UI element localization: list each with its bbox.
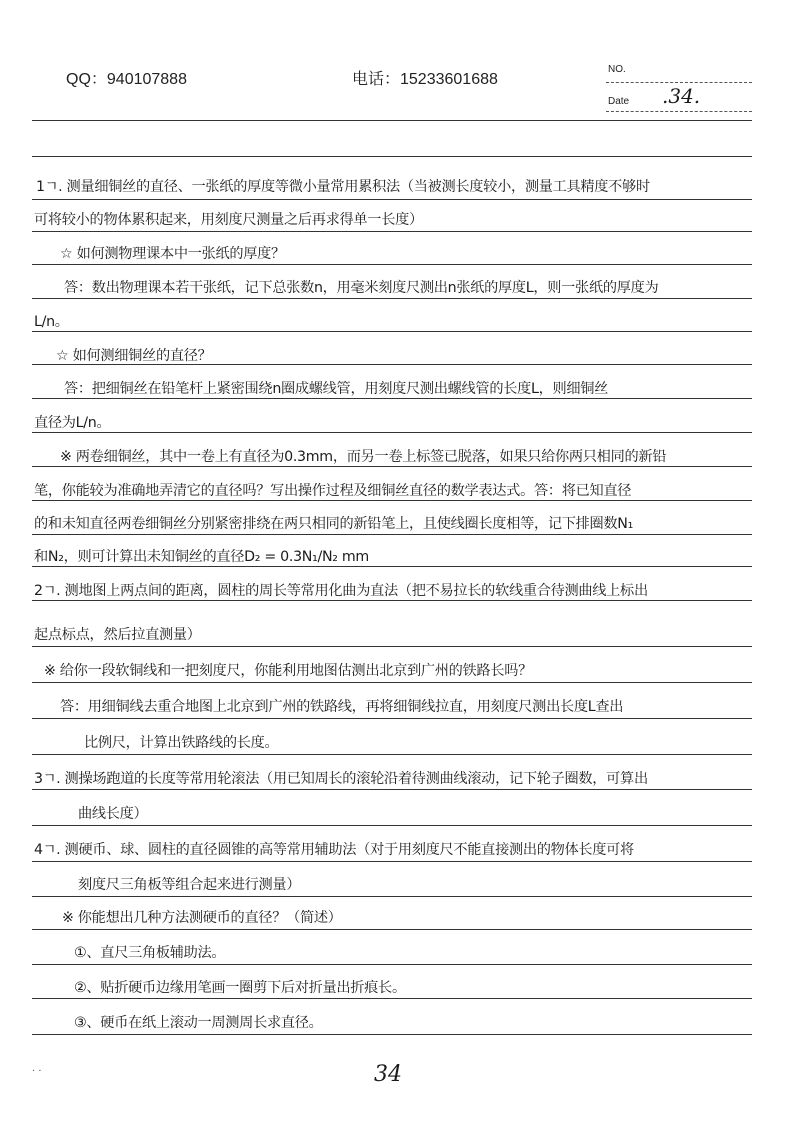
- ruled-line: [32, 231, 752, 232]
- question-paper-thickness: ☆ 如何测物理课本中一张纸的厚度？: [60, 246, 285, 262]
- list-item: ③、硬币在纸上滚动一周测周长求直径。: [74, 1015, 323, 1031]
- ruled-line: [32, 600, 752, 601]
- ruled-line: [32, 998, 752, 999]
- no-label: NO.: [608, 64, 626, 75]
- ruled-line: [32, 825, 752, 826]
- question-two-wires: ※ 两卷细铜丝，其中一卷上有直径为0.3mm，而另一卷上标签已脱落，如果只给你两只相同的新铅: [60, 449, 667, 465]
- ruled-line: [32, 861, 752, 862]
- no-dashed-line: [606, 82, 752, 83]
- ruled-line: [32, 156, 752, 157]
- note-line: 的和未知直径两卷细铜丝分别紧密排绕在两只相同的新铅笔上，且使线圈长度相等，记下排圈数N₁: [34, 516, 633, 532]
- phone-contact: 电话：15233601688: [352, 71, 498, 88]
- answer-line: 答：数出物理课本若干张纸，记下总张数n，用毫米刻度尺测出n张纸的厚度L，则一张纸的厚度为: [64, 280, 659, 296]
- note-line: 比例尺，计算出铁路线的长度。: [84, 735, 279, 751]
- ruled-line: [32, 534, 752, 535]
- ruled-line: [32, 896, 752, 897]
- question-wire-diameter: ☆ 如何测细铜丝的直径？: [56, 348, 212, 364]
- note-line: 可将较小的物体累积起来，用刻度尺测量之后再求得单一长度）: [34, 212, 423, 228]
- corner-mark: · ·: [32, 1066, 42, 1077]
- note-line-method-2: 2ㄱ. 测地图上两点间的距离，圆柱的周长等常用化曲为直法（把不易拉长的软线重合待测曲线上标出: [34, 583, 648, 599]
- list-item: ②、贴折硬币边缘用笔画一圈剪下后对折量出折痕长。: [74, 980, 406, 996]
- ruled-line: [32, 646, 752, 647]
- note-line-method-3: 3ㄱ. 测操场跑道的长度等常用轮滚法（用已知周长的滚轮沿着待测曲线滚动，记下轮子圈数，可算出: [34, 771, 648, 787]
- ruled-line: [32, 432, 752, 433]
- list-item: ①、直尺三角板辅助法。: [74, 945, 226, 961]
- question-coin-diameter: ※ 你能想出几种方法测硬币的直径？（简述）: [62, 910, 342, 926]
- note-line: 笔，你能较为准确地弄清它的直径吗？写出操作过程及细铜丝直径的数学表达式。答：将已知直径: [34, 483, 632, 499]
- ruled-line: [32, 964, 752, 965]
- question-railway-length: ※ 给你一段软铜线和一把刻度尺，你能利用地图估测出北京到广州的铁路长吗？: [44, 663, 532, 679]
- date-value: .34.: [662, 84, 701, 108]
- ruled-line: [32, 1034, 752, 1035]
- ruled-line: [32, 789, 752, 790]
- answer-line: 答：用细铜线去重合地图上北京到广州的铁路线，再将细铜线拉直，用刻度尺测出长度L查出: [60, 699, 624, 715]
- ruled-line: [32, 754, 752, 755]
- ruled-line: [32, 298, 752, 299]
- ruled-line: [32, 500, 752, 501]
- note-line-method-4: 4ㄱ. 测硬币、球、圆柱的直径圆锥的高等常用辅助法（对于用刻度尺不能直接测出的物体长度可将: [34, 842, 634, 858]
- ruled-line: [32, 566, 752, 567]
- ruled-line: [32, 264, 752, 265]
- ruled-line: [32, 398, 752, 399]
- ruled-line: [32, 682, 752, 683]
- ruled-line: [32, 199, 752, 200]
- note-line: L/n。: [34, 314, 69, 330]
- date-dashed-line: [606, 111, 752, 112]
- ruled-line: [32, 466, 752, 467]
- ruled-line: [32, 718, 752, 719]
- ruled-line: [32, 331, 752, 332]
- ruled-line: [32, 120, 752, 121]
- page-number: 34: [374, 1062, 402, 1087]
- date-label: Date: [608, 96, 630, 107]
- note-line: 刻度尺三角板等组合起来进行测量）: [78, 877, 301, 893]
- note-line: 起点标点，然后拉直测量）: [34, 627, 201, 643]
- note-line: 直径为L/n。: [34, 415, 111, 431]
- note-line-method-1: 1ㄱ. 测量细铜丝的直径、一张纸的厚度等微小量常用累积法（当被测长度较小，测量工具精度不够时: [36, 179, 650, 195]
- answer-line: 答：把细铜丝在铅笔杆上紧密围绕n圈成螺线管，用刻度尺测出螺线管的长度L，则细铜丝: [64, 381, 609, 397]
- note-line: 曲线长度）: [78, 806, 148, 822]
- formula-line: 和N₂，则可计算出未知铜丝的直径D₂ = 0.3N₁/N₂ mm: [34, 549, 369, 565]
- qq-contact: QQ：940107888: [66, 71, 187, 88]
- ruled-line: [32, 929, 752, 930]
